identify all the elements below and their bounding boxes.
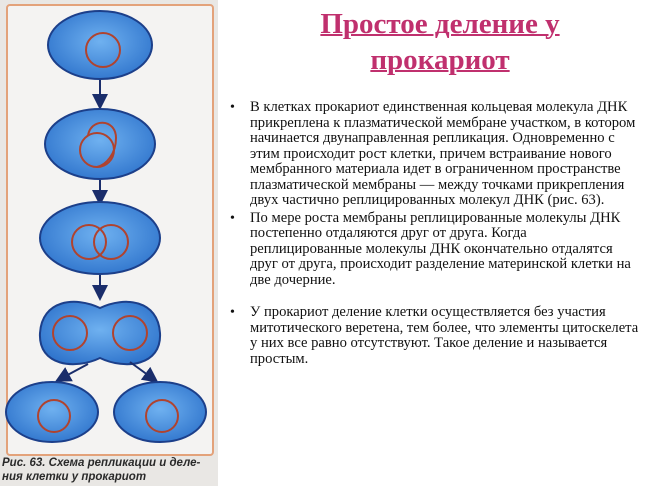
figure-caption-line-1: Рис. 63. Схема репликации и деле-	[2, 457, 201, 469]
slide-title-line-1: Простое деление у	[320, 8, 560, 40]
figure-panel	[0, 0, 218, 486]
bullet-list	[230, 100, 640, 369]
daughter-cell-left	[6, 382, 98, 442]
bullet-item: • У прокариот деление клетки осуществляется без участия митотического веретена, тем более, что элементы цитоскелета у них все равно отсутствуют. Такое деление и называется простым.	[230, 305, 640, 367]
figure-caption-line-2: ния клетки у прокариот	[2, 471, 147, 483]
arrow-4-left	[62, 364, 88, 378]
slide-title	[230, 6, 650, 78]
figure-caption	[2, 456, 216, 484]
bullet-item: • По мере роста мембраны реплицированные молекулы ДНК постепенно отдаляются друг от друга. Когда реплицированные молекулы ДНК окончательно отдалятся друг от друга, происходит разделение материнской клетки на две дочерние.	[230, 211, 640, 289]
cell-stage-3	[40, 202, 160, 274]
cell-stage-4	[40, 302, 160, 364]
cell-stage-1	[48, 11, 152, 79]
bullet-item: • В клетках прокариот единственная кольцевая молекула ДНК прикреплена к плазматической мембране участком, в котором начинается двунаправленная репликация. Одновременно с этим происходит рост клетки, причем встраивание нового мембранного материала идет в ограниченном пространстве плазматической мембраны — между точками прикрепления двух частично реплицированных молекул ДНК (рис. 63).	[230, 100, 640, 209]
daughter-cell-right	[114, 382, 206, 442]
slide-title-line-2: прокариот	[370, 44, 510, 76]
cell-stage-2	[45, 109, 155, 179]
replication-diagram	[0, 0, 218, 456]
arrow-4-right	[130, 362, 152, 378]
